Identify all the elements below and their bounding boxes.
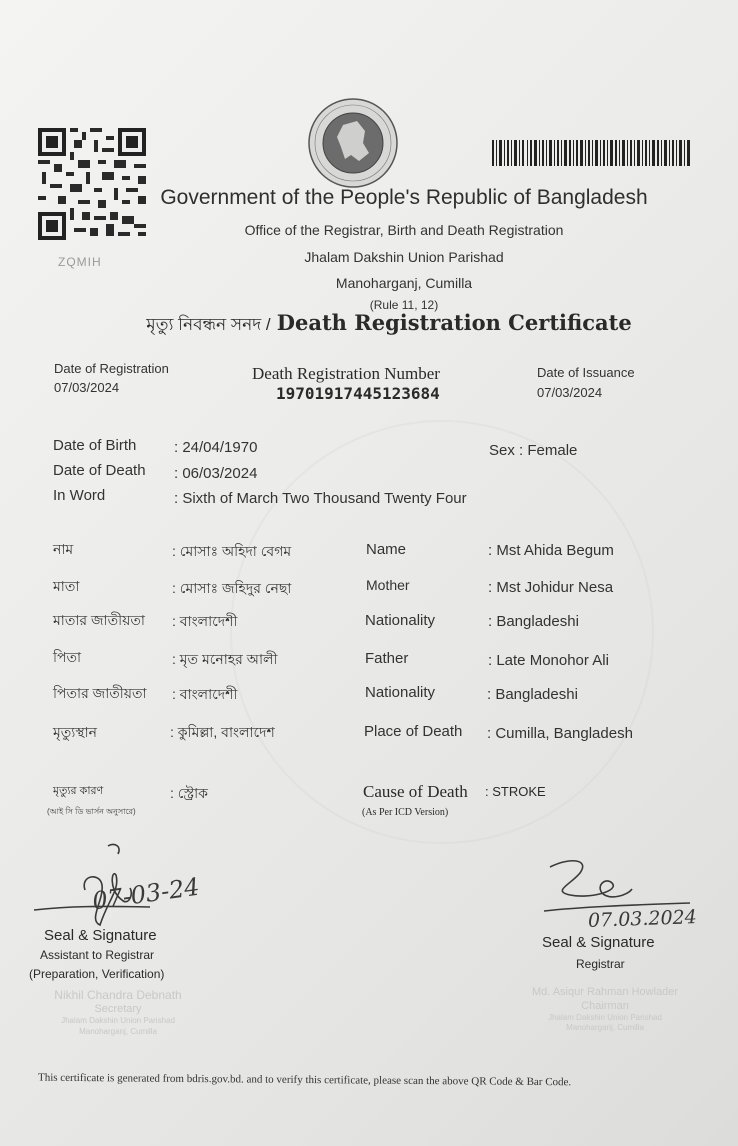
mother-nationality-value: : Bangladeshi <box>488 613 579 630</box>
bn-mother-nationality-label: মাতার জাতীয়তা <box>53 612 145 628</box>
dob-value: : 24/04/1970 <box>174 439 258 456</box>
qr-code-text: ZQMIH <box>58 255 102 269</box>
bn-place-of-death-label: মৃত্যুস্থান <box>53 724 98 740</box>
bn-cause-value: : স্ট্রোক <box>170 785 208 801</box>
left-stamp-union: Jhalam Dakshin Union Parishad <box>61 1016 175 1025</box>
bn-mother-label: মাতা <box>53 578 80 594</box>
left-stamp-title: Secretary <box>94 1003 142 1015</box>
office-line: Office of the Registrar, Birth and Death Registration <box>244 222 564 238</box>
date-of-issuance-value: 07/03/2024 <box>537 385 603 400</box>
registration-number: 19701917445123684 <box>276 384 440 403</box>
mother-value: : Mst Johidur Nesa <box>488 579 614 596</box>
date-of-registration-label: Date of Registration <box>54 361 169 376</box>
left-stamp-name: Nikhil Chandra Debnath <box>54 988 182 1002</box>
dob-label: Date of Birth <box>53 437 137 454</box>
right-handwritten-date: 07.03.2024 <box>587 906 698 932</box>
bn-name-value: : মোসাঃ অহিদা বেগম <box>172 543 292 559</box>
rule-line: (Rule 11, 12) <box>369 298 439 312</box>
registration-number-label: Death Registration Number <box>252 364 440 383</box>
right-role: Registrar <box>576 957 625 971</box>
cause-value: : STROKE <box>485 784 546 799</box>
title-en: Death Registration Certificate <box>276 310 632 335</box>
bn-mother-value: : মোসাঃ জহিদুর নেছা <box>172 580 292 596</box>
background-watermark <box>230 420 654 844</box>
right-stamp-union: Jhalam Dakshin Union Parishad <box>548 1013 662 1022</box>
bn-cause-note: (আই সি ডি ভার্সন অনুসারে) <box>47 807 136 816</box>
date-of-registration-value: 07/03/2024 <box>54 380 120 395</box>
right-stamp-upazila: Manoharganj, Cumilla <box>566 1023 644 1032</box>
left-handwritten-date: 07-03-24 <box>90 872 202 916</box>
bn-father-nationality-value: : বাংলাদেশী <box>172 686 238 702</box>
right-stamp-title: Chairman <box>581 1000 629 1012</box>
bn-cause-label: মৃত্যুর কারণ <box>53 785 104 797</box>
location-line: Manoharganj, Cumilla <box>335 275 473 291</box>
place-of-death-value: : Cumilla, Bangladesh <box>487 725 633 742</box>
left-role-note: (Preparation, Verification) <box>29 967 165 981</box>
title-bn: মৃত্যু নিবন্ধন সনদ / <box>146 315 271 334</box>
dod-value: : 06/03/2024 <box>174 465 258 482</box>
bn-name-label: নাম <box>53 541 74 557</box>
sex-value: Sex : Female <box>489 442 578 459</box>
place-of-death-label: Place of Death <box>364 723 463 740</box>
left-stamp-upazila: Manoharganj, Cumilla <box>79 1027 157 1036</box>
union-line: Jhalam Dakshin Union Parishad <box>304 249 504 265</box>
date-of-issuance-label: Date of Issuance <box>537 365 635 380</box>
cause-label: Cause of Death <box>363 782 468 801</box>
bn-place-of-death-value: : কুমিল্লা, বাংলাদেশ <box>170 724 275 740</box>
mother-nationality-label: Nationality <box>365 612 436 629</box>
certificate-title <box>0 310 738 340</box>
father-nationality-label: Nationality <box>365 684 436 701</box>
mother-label: Mother <box>366 577 410 593</box>
right-seal-label: Seal & Signature <box>542 934 655 951</box>
government-heading: Government of the People's Republic of Bangladesh <box>160 186 648 209</box>
bn-father-nationality-label: পিতার জাতীয়তা <box>53 685 147 701</box>
left-role: Assistant to Registrar <box>40 948 155 962</box>
government-seal-icon <box>307 97 399 189</box>
bn-father-value: : মৃত মনোহর আলী <box>172 651 278 667</box>
name-label: Name <box>366 541 407 558</box>
dod-label: Date of Death <box>53 462 146 479</box>
cause-note: (As Per ICD Version) <box>362 807 449 818</box>
barcode-icon <box>492 140 690 166</box>
inword-value: : Sixth of March Two Thousand Twenty Four <box>174 490 467 507</box>
inword-label: In Word <box>53 487 106 504</box>
bn-mother-nationality-value: : বাংলাদেশী <box>172 613 238 629</box>
father-label: Father <box>365 650 409 667</box>
name-value: : Mst Ahida Begum <box>488 542 614 559</box>
father-nationality-value: : Bangladeshi <box>487 686 578 703</box>
bn-father-label: পিতা <box>53 649 82 665</box>
father-value: : Late Monohor Ali <box>488 652 609 669</box>
footer-note: This certificate is generated from bdris.gov.bd. and to verify this certificate, please scan the above QR Code & Bar Code. <box>37 1071 572 1089</box>
right-stamp-name: Md. Asiqur Rahman Howlader <box>531 986 679 998</box>
left-seal-label: Seal & Signature <box>44 927 157 944</box>
